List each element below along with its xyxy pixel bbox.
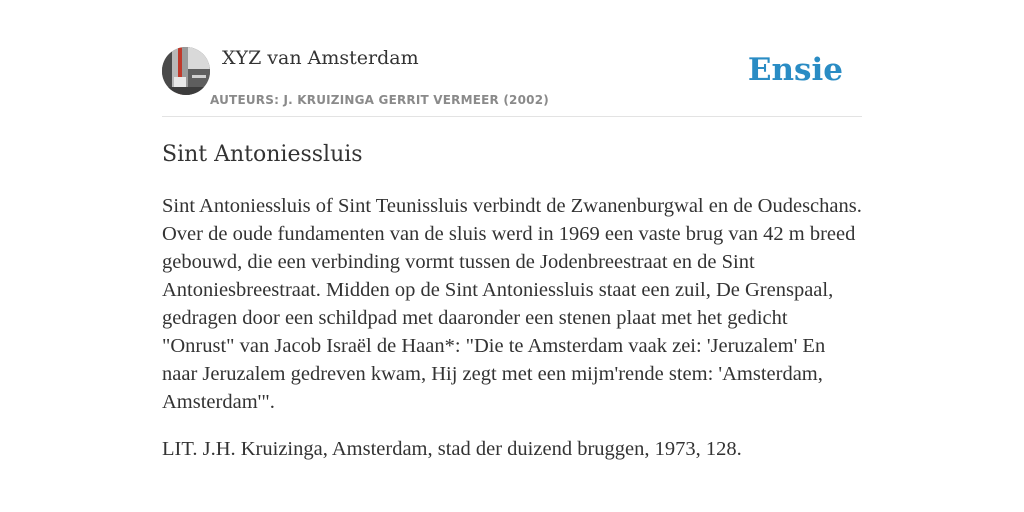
entry-literature: LIT. J.H. Kruizinga, Amsterdam, stad der duizend bruggen, 1973, 128.	[162, 438, 742, 460]
book-cover-thumbnail-icon	[162, 47, 210, 95]
entry-header	[162, 46, 862, 117]
entry-paragraph: Sint Antoniessluis of Sint Teunissluis verbindt de Zwanenburgwal en de Oudeschans. Over de oude fundamenten van de sluis werd in 1969 een vaste brug van 42 m breed gebouwd, die een verbinding vormt tussen de Jodenbreestraat en de Sint Antoniesbreestraat. Midden op de Sint Antoniessluis staat een zuil, De Grenspaal, gedragen door een schildpad met daaronder een stenen plaat met het gedicht "Onrust" van Jacob Israël de Haan*: "Die te Amsterdam vaak zei: 'Jeruzalem' En naar Jeruzalem gedreven kwam, Hij zegt met een mijm'rende stem: 'Amsterdam, Amsterdam'".	[162, 195, 862, 413]
authors-line: AUTEURS: J. KRUIZINGA GERRIT VERMEER (2002)	[210, 93, 549, 107]
page-title: Sint Antoniessluis	[162, 142, 363, 167]
source-title[interactable]: XYZ van Amsterdam	[222, 47, 419, 69]
brand-logo[interactable]: Ensie	[747, 52, 843, 88]
source-avatar[interactable]	[162, 47, 210, 95]
entry-body	[162, 192, 864, 482]
